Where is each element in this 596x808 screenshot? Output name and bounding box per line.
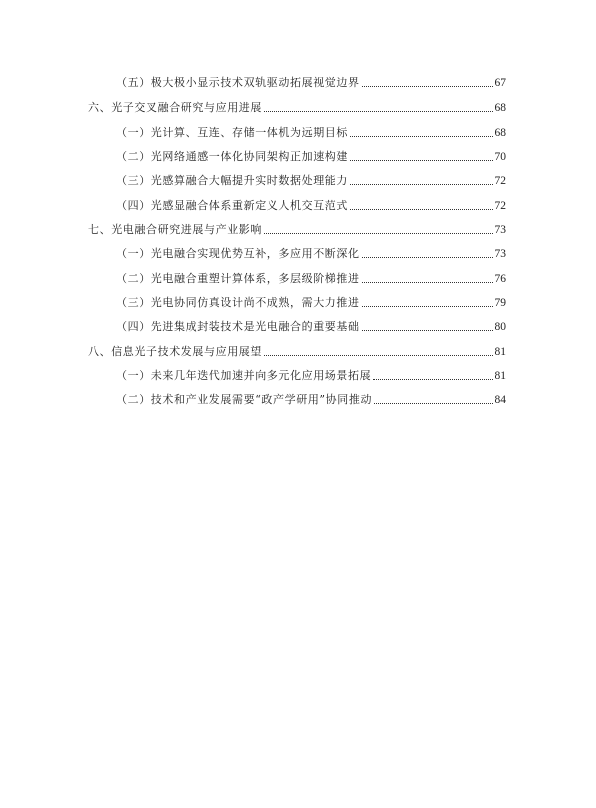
toc-entry[interactable] [116, 245, 506, 261]
toc-entry[interactable] [88, 99, 506, 115]
toc-entry-page: 79 [494, 297, 506, 309]
toc-entry-title: （一）光电融合实现优势互补，多应用不断深化 [116, 247, 360, 260]
toc-entry-title: （二）技术和产业发展需要“政产学研用”协同推动 [116, 393, 373, 406]
toc-entry[interactable] [116, 367, 506, 383]
toc-dot-leader [264, 354, 493, 356]
toc-entry-page: 68 [494, 127, 506, 139]
toc-entry[interactable] [88, 221, 506, 237]
toc-entry-title: （五）极大极小显示技术双轨驱动拓展视觉边界 [116, 76, 360, 89]
toc-dot-leader [350, 183, 493, 185]
toc-dot-leader [350, 159, 493, 161]
toc-entry[interactable] [116, 124, 506, 140]
toc-entry-page: 72 [494, 200, 506, 212]
toc-entry-title: 七、光电融合研究进展与产业影响 [88, 223, 262, 236]
toc-entry-title: （四）先进集成封装技术是光电融合的重要基础 [116, 320, 360, 333]
toc-entry[interactable] [116, 74, 506, 90]
toc-entry[interactable] [116, 172, 506, 188]
toc-dot-leader [362, 281, 493, 283]
toc-entry-page: 81 [494, 346, 506, 358]
toc-entry-page: 84 [494, 394, 506, 406]
toc-dot-leader [264, 110, 493, 112]
toc-entry-title: （二）光网络通感一体化协同架构正加速构建 [116, 150, 348, 163]
toc-entry[interactable] [116, 148, 506, 164]
toc-dot-leader [373, 378, 492, 380]
toc-dot-leader [374, 402, 492, 404]
toc-entry-page: 80 [494, 321, 506, 333]
toc-entry-title: （二）光电融合重塑计算体系，多层级阶梯推进 [116, 272, 360, 285]
toc-dot-leader [362, 256, 493, 258]
toc-entry[interactable] [116, 318, 506, 334]
toc-entry[interactable] [116, 270, 506, 286]
toc-entry-title: （三）光感算融合大幅提升实时数据处理能力 [116, 174, 348, 187]
toc-entry-title: （四）光感显融合体系重新定义人机交互范式 [116, 199, 348, 212]
toc-dot-leader [264, 232, 493, 234]
toc-dot-leader [362, 305, 493, 307]
toc-entry-page: 81 [494, 370, 506, 382]
toc-entry-page: 76 [494, 273, 506, 285]
toc-entry[interactable] [116, 391, 506, 407]
toc-entry-title: （三）光电协同仿真设计尚不成熟，需大力推进 [116, 296, 360, 309]
toc-dot-leader [350, 208, 493, 210]
toc-entry-title: 六、光子交叉融合研究与应用进展 [88, 101, 262, 114]
toc-entry[interactable] [116, 197, 506, 213]
toc-entry-page: 68 [494, 102, 506, 114]
toc-dot-leader [362, 329, 493, 331]
toc-entry[interactable] [88, 343, 506, 359]
toc-entry-page: 72 [494, 175, 506, 187]
toc-entry[interactable] [116, 294, 506, 310]
toc-entry-title: 八、信息光子技术发展与应用展望 [88, 345, 262, 358]
toc-dot-leader [350, 135, 493, 137]
toc-entry-page: 73 [494, 224, 506, 236]
toc-entry-page: 73 [494, 248, 506, 260]
toc-entry-title: （一）未来几年迭代加速并向多元化应用场景拓展 [116, 369, 372, 382]
toc-dot-leader [362, 85, 493, 87]
toc-entry-page: 70 [494, 151, 506, 163]
toc-entry-title: （一）光计算、互连、存储一体机为远期目标 [116, 126, 348, 139]
toc-entry-page: 67 [494, 77, 506, 89]
